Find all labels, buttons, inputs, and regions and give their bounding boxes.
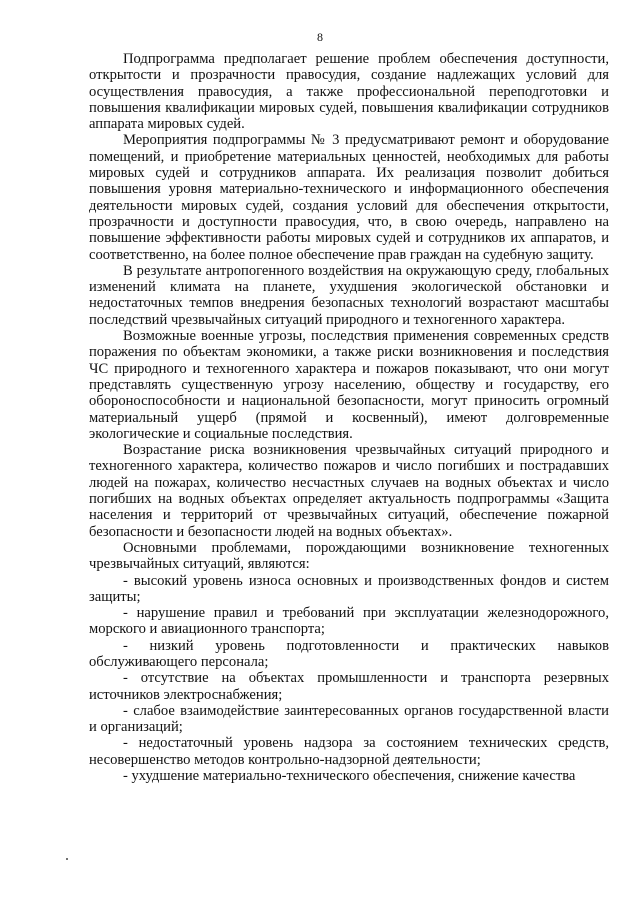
paragraph: Подпрограмма предполагает решение проблем обеспечения доступности, открытости и прозрачности правосудия, создание надлежащих условий для осуществления правосудия, а также профессиональной переподготовки и повышения квалификации мировых судей, повышения квалификации сотрудников аппарата мировых судей. (89, 51, 609, 133)
page-number: 8 (317, 30, 323, 44)
list-item: - слабое взаимодействие заинтересованных органов государственной власти и организаций; (89, 702, 609, 736)
list-item: - отсутствие на объектах промышленности и транспорта резервных источников электроснабжения; (89, 670, 609, 703)
paragraph: Возрастание риска возникновения чрезвычайных ситуаций природного и техногенного характера, количество пожаров и число погибших и пострадавших людей на пожарах, количество несчастных случаев на водных объектах и число погибших на водных объектах определяет актуальность подпрограммы «Защита населения и территорий от чрезвычайных ситуаций, обеспечение пожарной безопасности и безопасности людей на водных объектах». (89, 442, 609, 540)
scan-speck (66, 858, 68, 860)
paragraph: Основными проблемами, порождающими возникновение техногенных чрезвычайных ситуаций, являются: (89, 539, 609, 573)
list-item: - ухудшение материально-технического обеспечения, снижение качества (123, 768, 576, 785)
document-body (89, 51, 609, 784)
paragraph: В результате антропогенного воздействия на окружающую среду, глобальных изменений климата на планете, ухудшения экологической обстановки и недостаточных темпов внедрения безопасных технологий возрастают масштабы последствий чрезвычайных ситуаций природного и техногенного характера. (89, 262, 609, 328)
list-item: - высокий уровень износа основных и производственных фондов и систем защиты; (89, 572, 609, 605)
paragraph: Мероприятия подпрограммы № 3 предусматривают ремонт и оборудование помещений, и приобретение материальных ценностей, необходимых для работы мировых судей и сотрудников аппарата. Их реализация позволит добиться повышения уровня материально-технического и информационного обеспечения деятельности мировых судей, создания условий для обеспечения открытости, прозрачности и доступности правосудия, что, в свою очередь, направлено на повышение эффективности работы мировых судей и сотрудников их аппаратов, и соответственно, на более полное обеспечение прав граждан на судебную защиту. (89, 132, 609, 263)
paragraph: Возможные военные угрозы, последствия применения современных средств поражения по объектам экономики, а также риски возникновения и последствия ЧС природного и техногенного характера и пожаров показывают, что они могут представлять существенную угрозу населению, обществу и государству, его обороноспособности и национальной безопасности, могут приносить огромный материальный ущерб (прямой и косвенный), имеют долговременные экологические и социальные последствия. (89, 328, 609, 442)
list-item: - нарушение правил и требований при эксплуатации железнодорожного, морского и авиационного транспорта; (89, 605, 609, 638)
list-item: - недостаточный уровень надзора за состоянием технических средств, несовершенство методов контрольно-надзорной деятельности; (89, 735, 609, 768)
list-item: - низкий уровень подготовленности и практических навыков обслуживающего персонала; (89, 637, 609, 670)
